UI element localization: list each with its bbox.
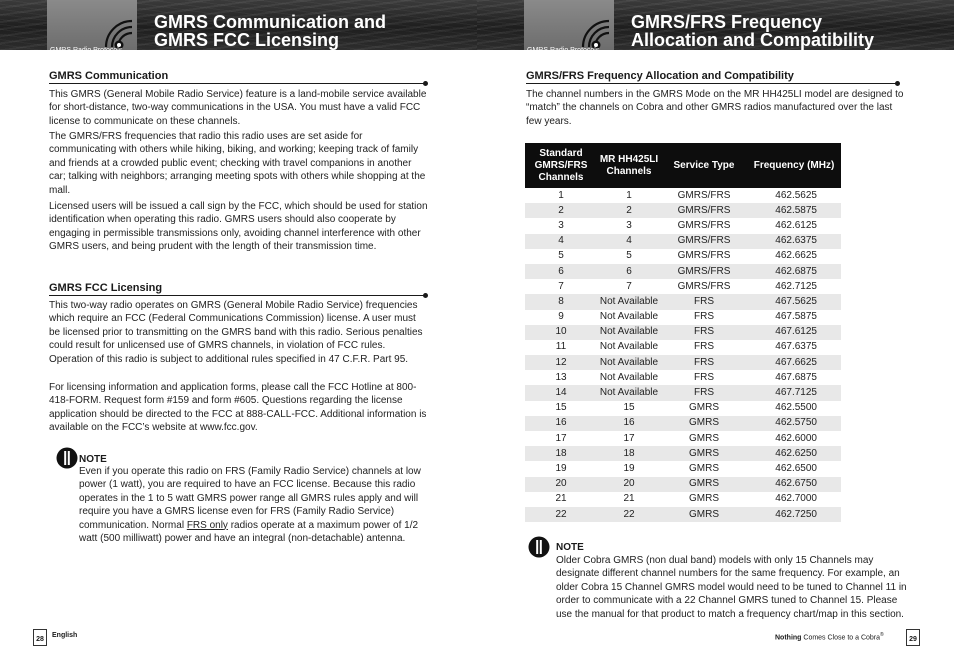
cell-standard-channel: 12 bbox=[525, 355, 597, 370]
column-header: Standard GMRS/FRS Channels bbox=[525, 143, 597, 188]
cell-service-type: GMRS/FRS bbox=[677, 219, 731, 231]
cell-frequency: 462.6875 bbox=[747, 264, 841, 279]
right-page bbox=[477, 0, 954, 668]
table-row bbox=[525, 279, 841, 294]
table-row bbox=[525, 218, 841, 233]
cell-frequency: 462.6375 bbox=[747, 234, 841, 249]
cell-model-channel: 17 bbox=[623, 432, 635, 444]
cell-standard-channel: 8 bbox=[525, 294, 597, 309]
table-row bbox=[525, 507, 841, 522]
cell-service-type: GMRS/FRS bbox=[661, 264, 747, 279]
cell-service-type: GMRS/FRS bbox=[661, 234, 747, 249]
table-row bbox=[525, 477, 841, 492]
paragraph: The GMRS/FRS frequencies that radio this radio uses are set aside for communicating with others while hiking, biking, and working; keeping track of family and friends at a crowded public event; checking with travel companions in another car; talking with neighbors; arranging meeting spots with others while shopping at the mall. bbox=[49, 131, 426, 196]
cell-service-type: FRS bbox=[661, 294, 747, 309]
cell-service-type: FRS bbox=[694, 311, 714, 323]
frequency-table bbox=[525, 143, 841, 522]
cell-model-channel: 19 bbox=[623, 462, 635, 474]
cell-frequency: 462.6625 bbox=[775, 250, 817, 262]
cell-service-type: GMRS bbox=[661, 477, 747, 492]
cell-model-channel: 7 bbox=[626, 280, 632, 292]
cell-frequency: 462.5875 bbox=[747, 203, 841, 218]
cell-frequency: 462.7125 bbox=[775, 280, 817, 292]
cell-frequency: 462.6125 bbox=[775, 219, 817, 231]
column-header: Service Type bbox=[661, 143, 747, 188]
cell-frequency: 462.6250 bbox=[747, 446, 841, 461]
table-row bbox=[525, 492, 841, 507]
section-heading-text: GMRS FCC Licensing bbox=[49, 282, 163, 294]
section-heading-gmrs-fcc-licensing bbox=[49, 282, 426, 296]
cell-standard-channel: 7 bbox=[558, 280, 564, 292]
cell-standard-channel: 16 bbox=[525, 416, 597, 431]
paragraph: Licensed users will be issued a call sign by the FCC, which should be used for station identification when operating this radio. GMRS users should also cooperate by engaging in permissible transmissions only, avoiding channel interference with other GMRS users, and being prudent with the length of their transmission time. bbox=[49, 201, 428, 253]
cell-service-type: FRS bbox=[694, 341, 714, 353]
cell-model-channel: Not Available bbox=[597, 325, 661, 340]
cell-service-type: GMRS bbox=[661, 507, 747, 522]
table-row bbox=[525, 203, 841, 218]
table-row bbox=[525, 385, 841, 400]
cell-model-channel: Not Available bbox=[597, 385, 661, 400]
note-text-underlined: FRS only bbox=[186, 519, 228, 531]
paragraph: This two-way radio operates on GMRS (General Mobile Radio Service) frequencies which require an FCC (Federal Communications Commission) license. A user must be licensed prior to transmitting on the GMRS band with this radio. Serious penalties could result for unlicensed use of GMRS channels, in violation of FCC rules. Operation of this radio is subject to additional rules specified in 47 C.F.R. Part 95. bbox=[49, 300, 423, 365]
cell-standard-channel: 13 bbox=[555, 371, 567, 383]
table-row bbox=[525, 264, 841, 279]
table-row bbox=[525, 188, 841, 203]
cell-model-channel: Not Available bbox=[599, 311, 659, 323]
cell-standard-channel: 15 bbox=[555, 402, 567, 414]
cell-standard-channel: 10 bbox=[525, 325, 597, 340]
table-row bbox=[525, 446, 841, 461]
section-heading-gmrs-communication bbox=[49, 70, 426, 84]
cell-standard-channel: 1 bbox=[558, 189, 564, 201]
cell-standard-channel: 2 bbox=[525, 203, 597, 218]
cell-model-channel: 21 bbox=[623, 493, 635, 505]
cell-model-channel: 18 bbox=[597, 446, 661, 461]
cell-standard-channel: 19 bbox=[555, 462, 567, 474]
table-row bbox=[525, 325, 841, 340]
page-title-line-1: GMRS/FRS Frequency bbox=[631, 12, 823, 32]
heading-bullet-icon bbox=[423, 81, 428, 86]
cell-model-channel: 22 bbox=[597, 507, 661, 522]
cell-standard-channel: 5 bbox=[558, 250, 564, 262]
page-title-line-2: Allocation and Compatibility bbox=[631, 30, 875, 50]
section-heading-text: GMRS Communication bbox=[49, 70, 169, 82]
cell-service-type: GMRS bbox=[661, 446, 747, 461]
cell-standard-channel: 11 bbox=[555, 341, 567, 353]
table-row bbox=[525, 234, 841, 249]
cell-model-channel: Not Available bbox=[599, 341, 659, 353]
cell-service-type: FRS bbox=[661, 385, 747, 400]
note-info-icon bbox=[528, 536, 550, 558]
cell-model-channel: 1 bbox=[626, 189, 632, 201]
cell-standard-channel: 21 bbox=[555, 493, 567, 505]
cell-model-channel: Not Available bbox=[597, 355, 661, 370]
column-header: Frequency (MHz) bbox=[747, 143, 841, 188]
footer-tagline bbox=[775, 632, 884, 641]
cell-service-type: GMRS bbox=[689, 432, 719, 444]
cell-frequency: 467.6125 bbox=[747, 325, 841, 340]
cell-service-type: FRS bbox=[694, 371, 714, 383]
page-number-tab: 29 bbox=[906, 629, 920, 646]
cell-frequency: 467.7125 bbox=[747, 385, 841, 400]
cell-model-channel: 5 bbox=[626, 250, 632, 262]
paragraph: This GMRS (General Mobile Radio Service) feature is a land-mobile service available for short-distance, two-way communications in the USA. You must have a valid FCC license to communicate on these channels. bbox=[49, 89, 427, 127]
paragraph: The channel numbers in the GMRS Mode on the MR HH425LI model are designed to “match” the channels on Cobra and other GMRS radios manufactured over the last few years. bbox=[526, 89, 904, 127]
cell-standard-channel: 4 bbox=[525, 234, 597, 249]
radio-waves-icon bbox=[102, 17, 136, 51]
note-label: NOTE bbox=[556, 542, 584, 553]
cell-model-channel: 20 bbox=[597, 477, 661, 492]
banner-subtitle: GMRS Radio Protocols bbox=[527, 47, 600, 54]
page-title-line-2: GMRS FCC Licensing bbox=[154, 30, 340, 50]
radio-waves-icon bbox=[579, 17, 613, 51]
left-banner bbox=[0, 0, 477, 54]
cell-model-channel: 15 bbox=[623, 402, 635, 414]
cell-standard-channel: 20 bbox=[525, 477, 597, 492]
cell-model-channel: 2 bbox=[597, 203, 661, 218]
cell-standard-channel: 14 bbox=[525, 385, 597, 400]
cell-standard-channel: 17 bbox=[555, 432, 567, 444]
paragraph: For licensing information and application forms, please call the FCC Hotline at 800-418-FORM. Request form #159 and form #605. Questions regarding the license application should be directed to the FCC at 888-CALL-FCC. Additional information is available on the FCC’s website at www.fcc.gov. bbox=[49, 382, 427, 434]
cell-service-type: FRS bbox=[661, 325, 747, 340]
cell-model-channel: Not Available bbox=[599, 371, 659, 383]
footer-language: English bbox=[52, 632, 78, 639]
cell-frequency: 467.6375 bbox=[775, 341, 817, 353]
cell-standard-channel: 9 bbox=[558, 311, 564, 323]
cell-service-type: GMRS/FRS bbox=[677, 189, 731, 201]
footer-trademark: ® bbox=[880, 632, 884, 638]
note-text: Older Cobra GMRS (non dual band) models with only 15 Channels may designate different channel numbers for the same frequency. For example, an older Cobra 15 Channel GMRS model would need to be tuned to Channel 11 in order to communicate with a 22 Channel GMRS tuned to Channel 15. Please use the manual for that product to match a frequency chart/map in this section. bbox=[556, 555, 907, 620]
cell-frequency: 467.5625 bbox=[747, 294, 841, 309]
cell-frequency: 462.6000 bbox=[775, 432, 817, 444]
note-info-icon bbox=[56, 447, 78, 469]
cell-model-channel: 4 bbox=[597, 234, 661, 249]
cell-service-type: GMRS/FRS bbox=[677, 280, 731, 292]
cell-standard-channel: 6 bbox=[525, 264, 597, 279]
cell-frequency: 462.7250 bbox=[747, 507, 841, 522]
right-banner bbox=[477, 0, 954, 54]
table-row bbox=[525, 310, 841, 325]
footer-tagline-bold: Nothing bbox=[775, 634, 802, 642]
cell-model-channel: 6 bbox=[597, 264, 661, 279]
column-header: MR HH425LI Channels bbox=[597, 143, 661, 188]
cell-frequency: 467.6625 bbox=[747, 355, 841, 370]
table-row bbox=[525, 416, 841, 431]
cell-service-type: GMRS/FRS bbox=[661, 203, 747, 218]
cell-service-type: FRS bbox=[661, 355, 747, 370]
table-header-row bbox=[525, 143, 841, 188]
table-row bbox=[525, 431, 841, 446]
note-text-part: Even if you operate this radio on FRS (Family Radio Service) channels at low power (1 watt), you are required to have an FCC license. Because this radio operates in the 1 to 5 watt GMRS power range all GMRS rules apply and will require you have a GMRS license even for FRS (Family Radio Service) communication. Normal bbox=[79, 466, 421, 531]
cell-standard-channel: 3 bbox=[558, 219, 564, 231]
cell-standard-channel: 22 bbox=[525, 507, 597, 522]
cell-service-type: GMRS bbox=[661, 416, 747, 431]
page-title bbox=[154, 13, 474, 50]
table-row bbox=[525, 355, 841, 370]
cell-service-type: GMRS bbox=[689, 402, 719, 414]
cell-standard-channel: 18 bbox=[525, 446, 597, 461]
heading-bullet-icon bbox=[895, 81, 900, 86]
page-title-line-1: GMRS Communication and bbox=[154, 12, 387, 32]
cell-frequency: 467.6875 bbox=[775, 371, 817, 383]
cell-service-type: GMRS bbox=[689, 462, 719, 474]
table-row bbox=[525, 294, 841, 309]
cell-service-type: GMRS bbox=[689, 493, 719, 505]
cell-model-channel: Not Available bbox=[597, 294, 661, 309]
banner-subtitle: GMRS Radio Protocols bbox=[50, 47, 123, 54]
cell-service-type: GMRS/FRS bbox=[677, 250, 731, 262]
note-label: NOTE bbox=[79, 454, 107, 465]
table-row bbox=[525, 370, 841, 385]
table-body bbox=[525, 188, 841, 522]
page-number-tab: 28 bbox=[33, 629, 47, 646]
page-title bbox=[631, 13, 951, 50]
note-text-part: radios operate at a maximum power of 1/2 watt (500 milliwatt) power and have an integral (non-detachable) antenna. bbox=[79, 519, 419, 545]
table-row bbox=[525, 461, 841, 476]
footer-tagline-text: Comes Close to a Cobra bbox=[801, 634, 881, 642]
heading-bullet-icon bbox=[423, 293, 428, 298]
section-heading-text: GMRS/FRS Frequency Allocation and Compatibility bbox=[526, 70, 794, 82]
table-row bbox=[525, 401, 841, 416]
section-heading-frequency-allocation bbox=[526, 70, 898, 84]
cell-model-channel: 16 bbox=[597, 416, 661, 431]
cell-frequency: 462.5625 bbox=[775, 189, 817, 201]
cell-frequency: 462.6500 bbox=[775, 462, 817, 474]
table-row bbox=[525, 340, 841, 355]
cell-frequency: 467.5875 bbox=[775, 311, 817, 323]
cell-frequency: 462.6750 bbox=[747, 477, 841, 492]
cell-frequency: 462.7000 bbox=[775, 493, 817, 505]
cell-frequency: 462.5750 bbox=[747, 416, 841, 431]
cell-frequency: 462.5500 bbox=[775, 402, 817, 414]
cell-model-channel: 3 bbox=[626, 219, 632, 231]
note-text bbox=[79, 465, 431, 545]
table-row bbox=[525, 249, 841, 264]
